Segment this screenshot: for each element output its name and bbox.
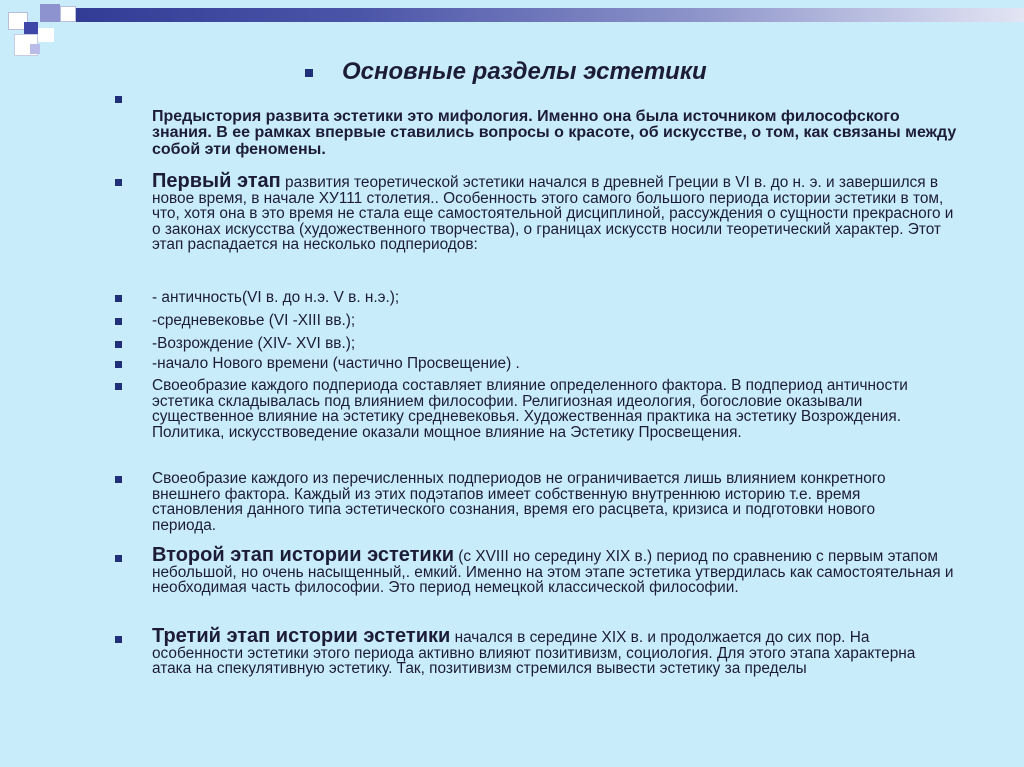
decor-square: [38, 28, 54, 42]
header-gradient-bar: [74, 8, 1024, 22]
paragraph-text: - античность(VI в. до н.э. V в. н.э.);: [152, 289, 400, 306]
paragraph-text: -начало Нового времени (частично Просвещение) .: [152, 355, 520, 372]
square-bullet-icon: [115, 476, 122, 483]
paragraph-text: (с XVIII но середину XIX в.) период по сравнению с первым этапом небольшой, но очень насыщенный,. емкий. Именно на этом этапе эстетика утвердилась как самостоятельная и необходимая часть философии. Это период немецкой классической философии.: [152, 548, 954, 597]
paragraph-lead: Третий этап истории эстетики: [152, 625, 451, 647]
paragraph: [152, 170, 957, 254]
square-bullet-icon: [115, 179, 122, 186]
paragraph: [152, 290, 957, 306]
paragraph-lead: Первый этап: [152, 170, 281, 192]
square-bullet-icon: [305, 69, 313, 77]
paragraph: [152, 356, 957, 372]
slide-title: Основные разделы эстетики: [342, 58, 707, 85]
paragraph-text: Своеобразие каждого из перечисленных подпериодов не ограничивается лишь влиянием конкретного внешнего фактора. Каждый из этих подэтапов имеет собственную внутреннюю историю т.е. время становления данного типа эстетического сознания, время его расцвета, кризиса и подготовки нового периода.: [152, 470, 886, 534]
decor-square: [40, 4, 60, 22]
paragraph: [152, 471, 932, 533]
square-bullet-icon: [115, 341, 122, 348]
decor-square: [30, 44, 40, 54]
square-bullet-icon: [115, 383, 122, 390]
paragraph: [152, 378, 957, 440]
paragraph-text: развития теоретической эстетики начался в древней Греции в VI в. до н. э. и завершился в новое время, в начале ХУ111 столетия.. Особенность этого самого большого периода истории эстетики в том, что, хотя она в это время не стала еще самостоятельной дисциплиной, рассуждения о сущности прекрасного и о законах искусства (художественного творчества), о границах искусств носили теоретический характер. Этот этап распадается на несколько подпериодов:: [152, 174, 954, 254]
paragraph-text: -средневековье (VI -XIII вв.);: [152, 312, 356, 329]
paragraph: [152, 625, 957, 678]
paragraph-text: -Возрождение (XIV- XVI вв.);: [152, 335, 356, 352]
paragraph-text: начался в середине XIX в. и продолжается до сих пор. На особенности эстетики этого периода активно влияют позитивизм, социология. Для этого этапа характерна атака на спекулятивную эстетику. Так, позитивизм стремился вывести эстетику за пределы: [152, 629, 916, 678]
paragraph: [152, 313, 957, 329]
decor-square: [60, 6, 76, 22]
paragraph-text: Своеобразие каждого подпериода составляет влияние определенного фактора. В подпериод античности эстетика складывалась под влиянием философии. Религиозная идеология, богословие оказывали существенное влияние на эстетику средневековья. Художественная практика на эстетику Возрождения. Политика, искусствоведение оказали мощное влияние на Эстетику Просвещения.: [152, 377, 908, 441]
paragraph-lead: Второй этап истории эстетики: [152, 544, 455, 566]
paragraph: [152, 336, 957, 352]
square-bullet-icon: [115, 361, 122, 368]
square-bullet-icon: [115, 96, 122, 103]
square-bullet-icon: [115, 295, 122, 302]
square-bullet-icon: [115, 318, 122, 325]
square-bullet-icon: [115, 636, 122, 643]
square-bullet-icon: [115, 555, 122, 562]
paragraph-text: Предыстория развита эстетики это мифология. Именно она была источником философского знания. В ее рамках впервые ставились вопросы о красоте, об искусстве, о том, как связаны между собой эти феномены.: [152, 108, 957, 158]
paragraph: [152, 109, 957, 158]
paragraph: [152, 544, 957, 597]
